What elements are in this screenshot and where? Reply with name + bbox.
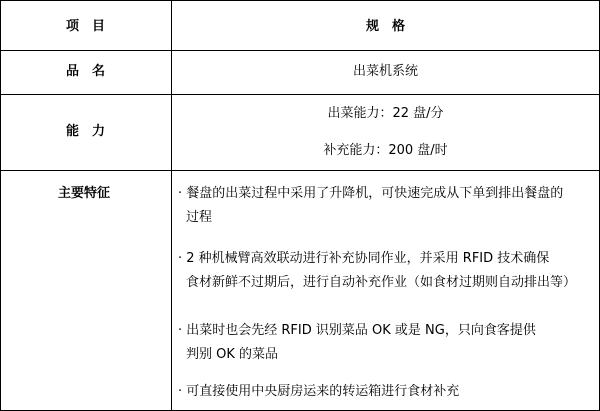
feature-4-line-1: · 可直接使用中央厨房运来的转运箱进行食材补充 [178,384,460,399]
header-spec: 规 格 [365,19,405,34]
feature-1-line-1: · 餐盘的出菜过程中采用了升降机，可快速完成从下单到排出餐盘的 [178,186,564,201]
feature-2-line-2: 食材新鲜不过期后，进行自动补充作业（如食材过期则自动排出等） [186,275,577,290]
column-divider [171,0,172,411]
feature-1-line-2: 过程 [186,210,213,225]
row-label-name: 品 名 [65,64,105,79]
row-label-capacity: 能 力 [65,124,105,139]
feature-3-line-2: 判别 OK 的菜品 [186,347,279,362]
table-border-left [0,0,1,411]
capacity-replenish: 补充能力：200 盘/时 [323,143,448,158]
row-label-features: 主要特征 [58,186,111,201]
table-border-top [0,0,600,1]
feature-2-line-1: · 2 种机械臂高效联动进行补充协同作业，并采用 RFID 技术确保 [178,251,550,266]
feature-3-line-1: · 出菜时也会先经 RFID 识别菜品 OK 或是 NG，只向食客提供 [178,323,536,338]
table-divider [0,50,600,51]
table-divider [0,170,600,171]
header-item: 项 目 [65,19,105,34]
product-name: 出菜机系统 [352,64,418,79]
table-divider [0,94,600,95]
capacity-serve: 出菜能力：22 盘/分 [327,106,444,121]
